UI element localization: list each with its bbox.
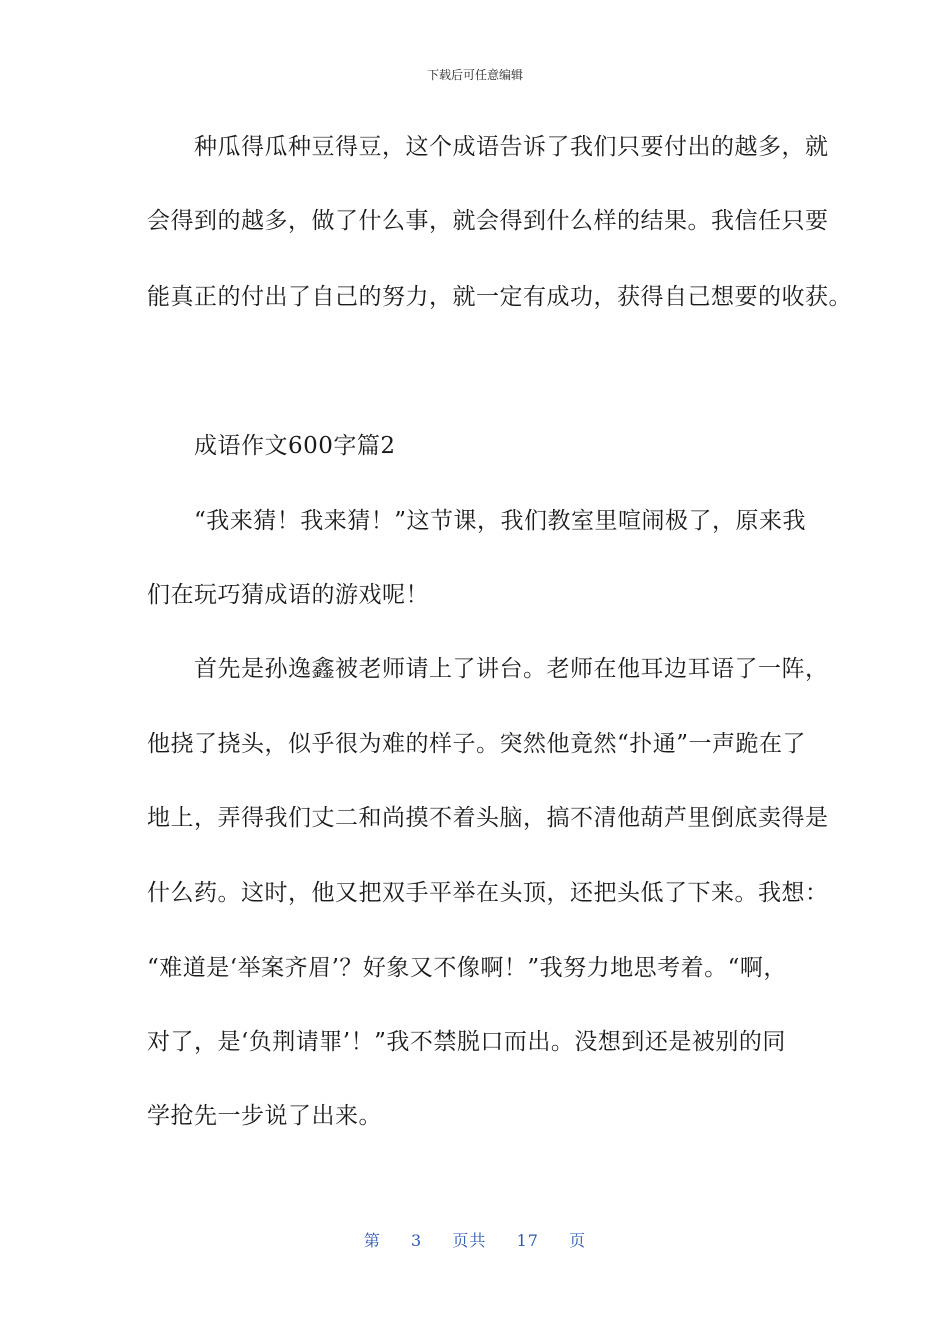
paragraph-line: 首先是孙逸鑫被老师请上了讲台。老师在他耳边耳语了一阵， [147, 656, 829, 682]
paragraph-line: 对了，是‘负荆请罪’！”我不禁脱口而出。没想到还是被别的同 [147, 1029, 786, 1055]
paragraph-line: 学抢先一步说了出来。 [147, 1103, 382, 1129]
page-label: 第 [363, 1231, 381, 1250]
section-heading: 成语作文600字篇2 [147, 433, 396, 459]
paragraph-line: 种瓜得瓜种豆得豆，这个成语告诉了我们只要付出的越多，就 [147, 134, 829, 160]
page-number: 3 [411, 1231, 423, 1250]
total-pages: 17 [516, 1231, 539, 1250]
paragraph-line: “我来猜！我来猜！”这节课，我们教室里喧闹极了，原来我 [147, 508, 807, 534]
page-suffix: 页 [569, 1231, 587, 1250]
paragraph-line: “难道是‘举案齐眉’？好象又不像啊！”我努力地思考着。“啊， [147, 955, 787, 981]
page-footer [0, 1228, 950, 1251]
paragraph-line: 会得到的越多，做了什么事，就会得到什么样的结果。我信任只要 [147, 208, 829, 234]
paragraph-line: 什么药。这时，他又把双手平举在头顶，还把头低了下来。我想： [147, 880, 829, 906]
total-label: 页共 [452, 1231, 487, 1250]
paragraph-line: 能真正的付出了自己的努力，就一定有成功，获得自己想要的收获。 [147, 284, 852, 310]
paragraph-line: 地上，弄得我们丈二和尚摸不着头脑，搞不清他葫芦里倒底卖得是 [147, 805, 829, 831]
header-note: 下载后可任意编辑 [426, 68, 523, 82]
paragraph-line: 们在玩巧猜成语的游戏呢！ [147, 582, 429, 608]
paragraph-line: 他挠了挠头，似乎很为难的样子。突然他竟然“扑通”一声跪在了 [147, 731, 807, 757]
